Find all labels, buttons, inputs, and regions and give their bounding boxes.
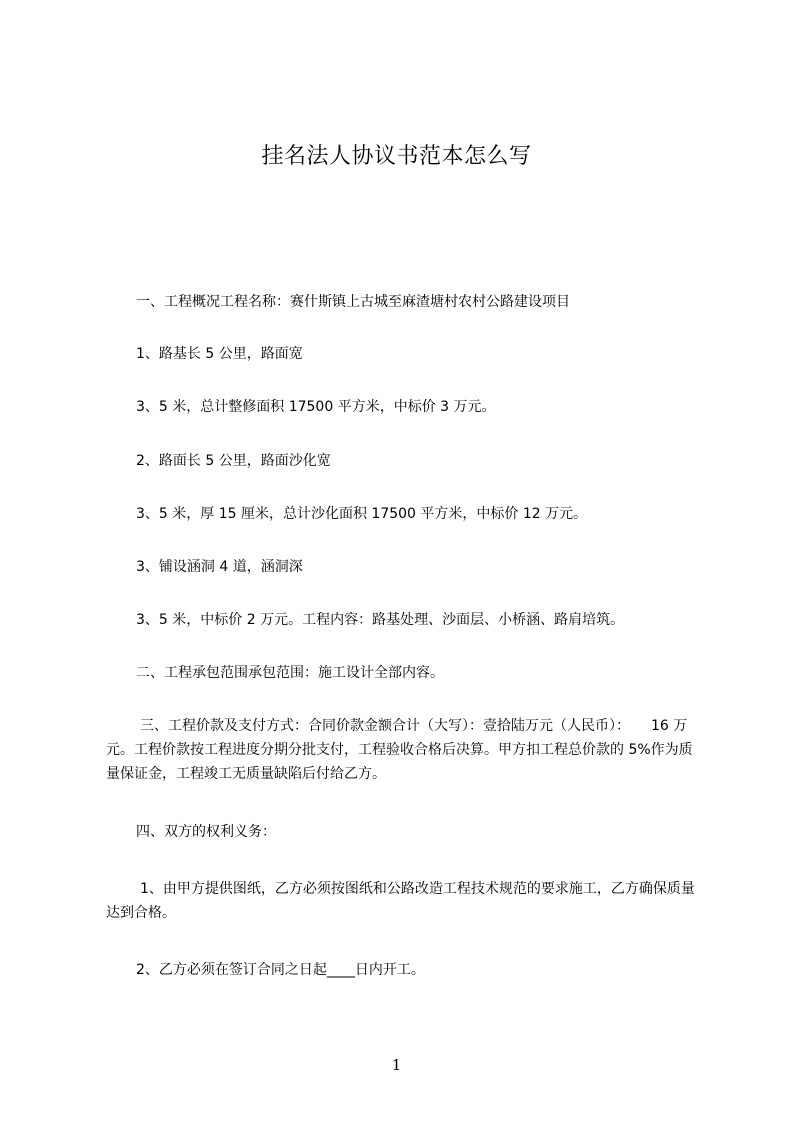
paragraph-roadbed-length: 1、路基长 5 公里，路面宽 bbox=[136, 346, 303, 362]
paragraph-rights-obligations: 四、双方的权利义务： bbox=[136, 824, 276, 840]
paragraph-culvert-count: 3、铺设涵洞 4 道，涵洞深 bbox=[136, 559, 303, 575]
paragraph-pavement-area: 3、5 米，厚 15 厘米，总计沙化面积 17500 平方米，中标价 12 万元。 bbox=[136, 506, 588, 522]
paragraph-drawings: 1、由甲方提供图纸，乙方必须按图纸和公路改造工程技术规范的要求施工，乙方确保质量达到合格。 bbox=[106, 881, 695, 921]
paragraph-pavement-length: 2、路面长 5 公里，路面沙化宽 bbox=[136, 453, 331, 469]
paragraph-project-overview: 一、工程概况工程名称：赛什斯镇上古城至麻渣塘村农村公路建设项目 bbox=[136, 294, 570, 310]
document-title: 挂名法人协议书范本怎么写 bbox=[261, 144, 532, 169]
paragraph-roadbed-area: 3、5 米，总计整修面积 17500 平方米，中标价 3 万元。 bbox=[136, 399, 496, 415]
paragraph-culvert-price: 3、5 米，中标价 2 万元。工程内容：路基处理、沙面层、小桥涵、路肩培筑。 bbox=[136, 612, 625, 628]
paragraph-start-date: 2、乙方必须在签订合同之日起____日内开工。 bbox=[136, 962, 425, 978]
paragraph-contract-price: 三、工程价款及支付方式：合同价款金额合计（大写）：壹拾陆万元（人民币）： 16 万元。工程价款按工程进度分期分批支付，工程验收合格后决算。甲方扣工程总价款的 5%作为质量保证金，工程竣工无质量缺陷后付给乙方。 bbox=[106, 718, 693, 782]
page-number: 1 bbox=[391, 1056, 402, 1074]
paragraph-contract-scope: 二、工程承包范围承包范围：施工设计全部内容。 bbox=[136, 665, 444, 681]
